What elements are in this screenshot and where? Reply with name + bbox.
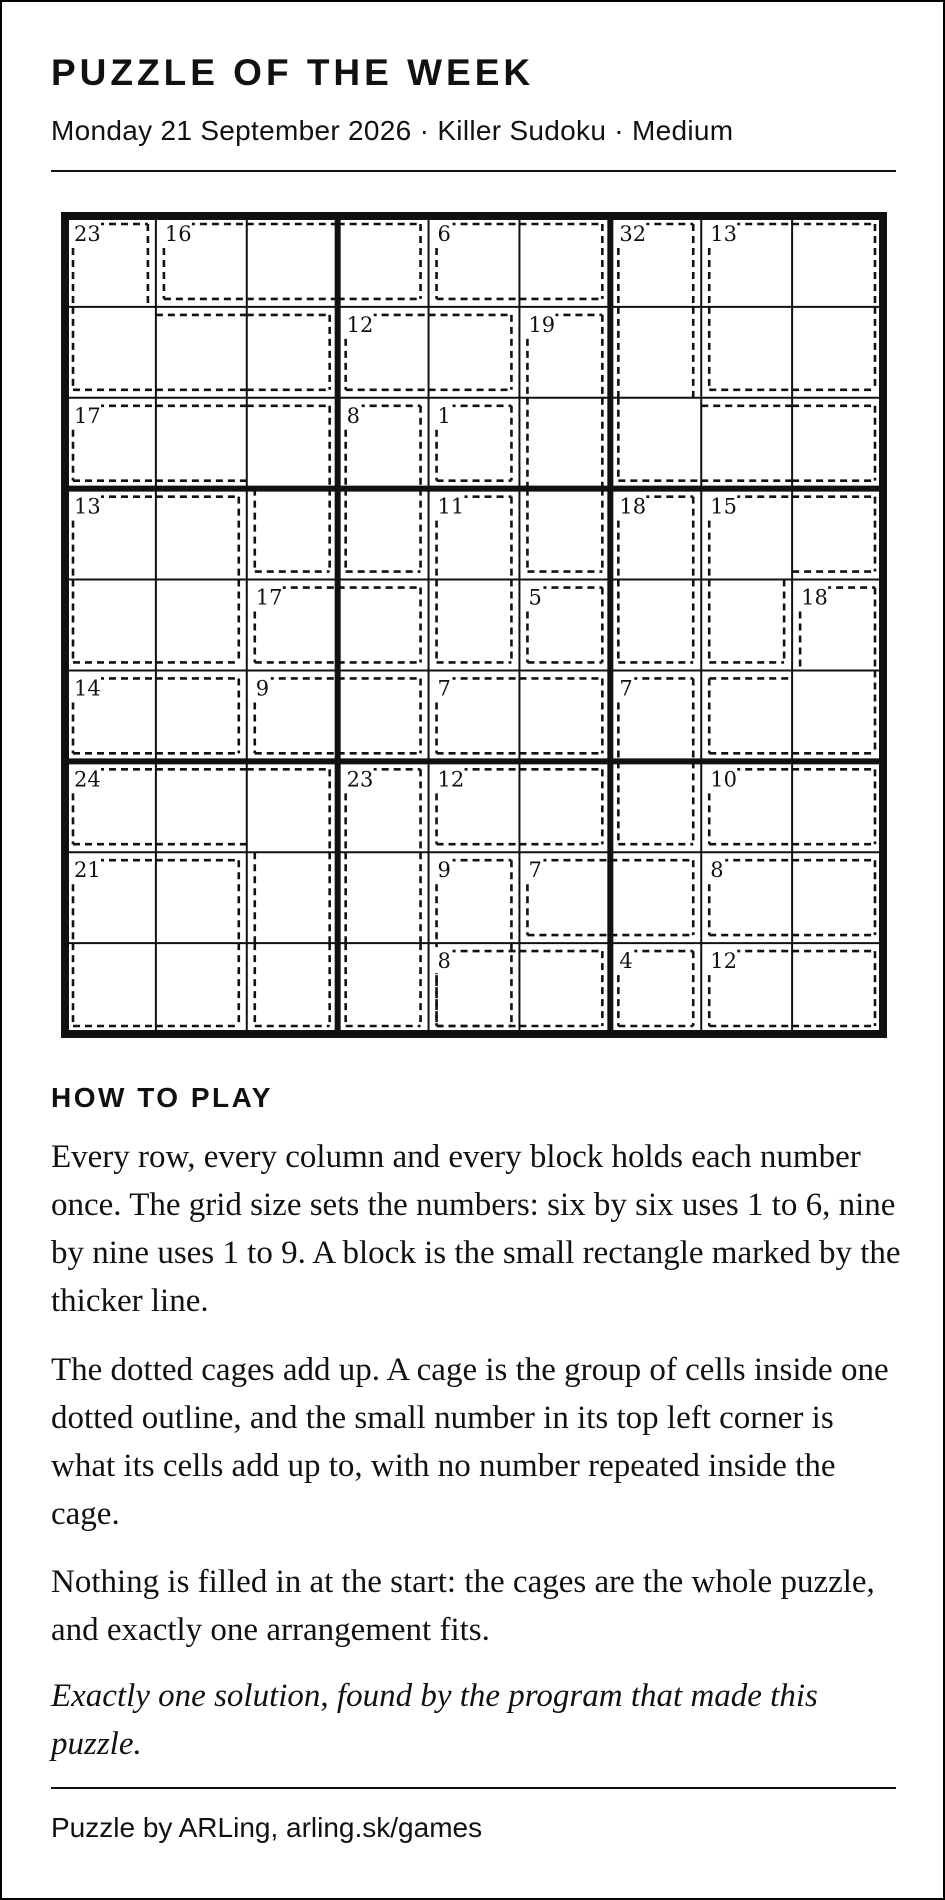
grid-cell[interactable] <box>792 489 883 580</box>
grid-cell[interactable] <box>156 398 247 489</box>
grid-cell[interactable] <box>792 852 883 943</box>
grid-cell[interactable] <box>247 307 338 398</box>
grid-cell[interactable] <box>156 489 247 580</box>
cage-sum: 7 <box>619 676 633 701</box>
grid-cell[interactable] <box>65 943 156 1034</box>
cage-sum: 10 <box>710 767 737 792</box>
how-to-play-heading: HOW TO PLAY <box>51 1082 273 1113</box>
cage-sum: 12 <box>346 312 374 337</box>
header-divider <box>51 170 896 172</box>
grid-cell[interactable] <box>247 943 338 1034</box>
cage-sum: 7 <box>528 858 542 883</box>
grid-cell[interactable] <box>338 216 429 307</box>
solution-note: Exactly one solution, found by the program that made this puzzle. <box>51 1678 818 1762</box>
grid-cell[interactable] <box>519 489 610 580</box>
cage-sum: 21 <box>74 858 101 883</box>
rules-paragraph-1: Every row, every column and every block holds each number once. The grid size sets the numbers: six by six uses 1 to 6, nine by nine uses 1 to 9. A block is the small rectangle marked by the thicker line. <box>51 1139 901 1319</box>
cage-sum: 12 <box>710 949 737 974</box>
grid-cell[interactable] <box>156 852 247 943</box>
grid-cell[interactable] <box>156 670 247 761</box>
grid-cell[interactable] <box>701 307 792 398</box>
grid-cell[interactable] <box>610 580 701 671</box>
grid-svg[interactable] <box>61 212 887 1038</box>
grid-cell[interactable] <box>247 489 338 580</box>
grid-cell[interactable] <box>247 761 338 852</box>
cage-sum: 8 <box>346 403 361 428</box>
grid-cell[interactable] <box>338 489 429 580</box>
grid-cell[interactable] <box>792 216 883 307</box>
cage-sum: 9 <box>255 676 270 701</box>
grid-cell[interactable] <box>429 580 520 671</box>
grid-cell[interactable] <box>701 670 792 761</box>
cage-sum: 13 <box>74 494 101 519</box>
cage-sum: 32 <box>619 222 647 246</box>
footer-divider <box>51 1787 896 1789</box>
grid-cell[interactable] <box>156 943 247 1034</box>
cage-sum: 4 <box>619 949 633 974</box>
grid-cell[interactable] <box>792 307 883 398</box>
cage-sum: 8 <box>437 949 451 974</box>
grid-cell[interactable] <box>610 398 701 489</box>
grid-cell[interactable] <box>519 761 610 852</box>
cage-sum: 23 <box>346 767 374 792</box>
grid-cell[interactable] <box>65 580 156 671</box>
grid-cell[interactable] <box>338 580 429 671</box>
cage-sum: 14 <box>74 676 101 701</box>
grid-cell[interactable] <box>65 307 156 398</box>
cage-sum: 6 <box>437 222 451 246</box>
cage-sum: 24 <box>74 767 101 792</box>
cage-sum: 1 <box>437 403 451 428</box>
grid-cell[interactable] <box>247 216 338 307</box>
grid-cell[interactable] <box>338 943 429 1034</box>
grid-cell[interactable] <box>610 852 701 943</box>
rules-paragraph-3: Nothing is filled in at the start: the cages are the whole puzzle, and exactly one arrangement fits. <box>51 1564 875 1648</box>
cage-sum: 18 <box>801 585 828 610</box>
grid-cell[interactable] <box>610 307 701 398</box>
grid-cell[interactable] <box>156 761 247 852</box>
grid-cell[interactable] <box>792 670 883 761</box>
grid-cell[interactable] <box>247 398 338 489</box>
grid-cell[interactable] <box>519 670 610 761</box>
cage-sum: 17 <box>74 403 101 428</box>
cage-sum: 13 <box>710 222 737 246</box>
cage-sum: 12 <box>437 767 465 792</box>
page-title: PUZZLE OF THE WEEK <box>51 52 535 93</box>
grid-cell[interactable] <box>156 580 247 671</box>
cage-sum: 5 <box>528 585 542 610</box>
puzzle-subtitle: Monday 21 September 2026 · Killer Sudoku · Medium <box>51 115 734 146</box>
cage-sum: 19 <box>528 312 556 337</box>
grid-cell[interactable] <box>247 852 338 943</box>
grid-cell[interactable] <box>792 943 883 1034</box>
grid-cell[interactable] <box>792 761 883 852</box>
cage-sum: 15 <box>710 494 737 519</box>
cage-sum: 11 <box>437 494 465 519</box>
grid-cell[interactable] <box>519 216 610 307</box>
puzzle-credit: Puzzle by ARLing, arling.sk/games <box>51 1812 483 1843</box>
grid-cell[interactable] <box>338 670 429 761</box>
cage-sum: 9 <box>437 858 451 883</box>
rules-paragraph-2: The dotted cages add up. A cage is the group of cells inside one dotted outline, and the small number in its top left corner is what its cells add up to, with no number repeated inside the cage. <box>51 1352 889 1532</box>
cage-sum: 18 <box>619 494 647 519</box>
cage-sum: 16 <box>164 222 192 246</box>
grid-cell[interactable] <box>519 398 610 489</box>
grid-cell[interactable] <box>610 761 701 852</box>
cage-sum: 8 <box>710 858 724 883</box>
cage-sum: 17 <box>255 585 283 610</box>
grid-cell[interactable] <box>701 398 792 489</box>
grid-cell[interactable] <box>156 307 247 398</box>
grid-cell[interactable] <box>429 307 520 398</box>
cage-sum: 7 <box>437 676 451 701</box>
grid-cell[interactable] <box>338 852 429 943</box>
cage-sum: 23 <box>74 222 101 246</box>
killer-sudoku-grid[interactable] <box>61 212 887 1038</box>
grid-cell[interactable] <box>519 943 610 1034</box>
grid-cell[interactable] <box>701 580 792 671</box>
grid-cell[interactable] <box>792 398 883 489</box>
